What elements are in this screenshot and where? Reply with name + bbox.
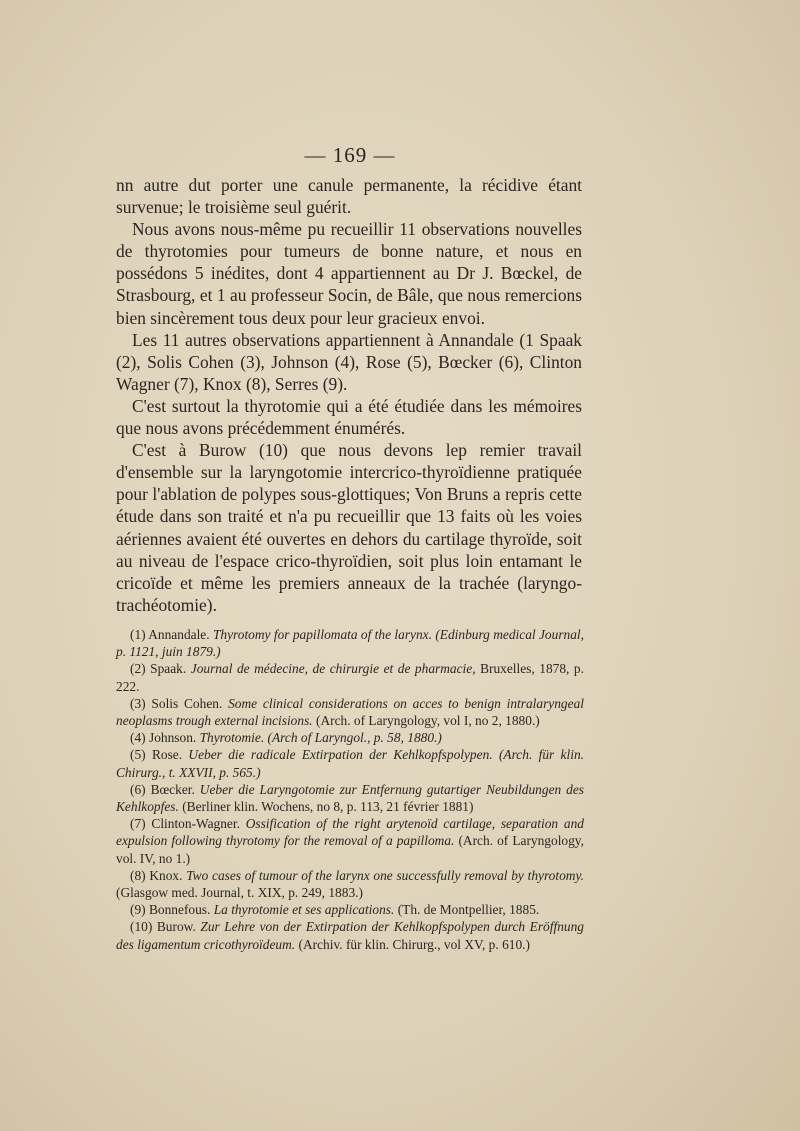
footnote-author: Bœcker. [150,781,195,797]
page-number: — 169 — [304,143,396,167]
footnote [116,918,584,952]
footnotes [116,626,584,953]
footnote-source: (Arch of Laryngol., p. 58, 1880.) [267,730,442,746]
footnote [116,746,584,780]
paragraph-4: C'est surtout la thyrotomie qui a été étudiée dans les mémoires que nous avons précédemment énumérés. [116,395,582,439]
footnote [116,815,584,867]
footnote-source: (Berliner klin. Wochens, no 8, p. 113, 21 février 1881) [182,799,474,815]
footnote-source: (Th. de Montpellier, 1885. [397,902,540,918]
footnote-author: Rose. [151,747,183,763]
footnote-work: Thyrotomie. [199,730,265,746]
footnote-number: (4) [130,730,146,746]
footnote-source: (Arch. of Laryngology, vol. IV, no 1.) [116,833,584,866]
footnote-number: (10) [130,919,153,935]
footnote-source: (Edinburg medical Journal, p. 1121, juin 1879.) [116,627,584,660]
footnote [116,901,584,918]
footnote-author: Burow. [156,919,196,935]
footnote-work: Ueber die Laryngotomie zur Entfernung gutartiger Neubildungen des Kehlkopfes. [116,781,584,815]
footnote-work: Journal de médecine, de chirurgie et de pharmacie, [190,661,476,677]
footnote-number: (5) [130,747,146,763]
footnote-author: Annandale. [148,627,210,642]
footnote-number: (9) [130,902,146,918]
footnote [116,867,584,901]
paragraph-5: C'est à Burow (10) que nous devons lep remier travail d'ensemble sur la laryngotomie intercrico-thyroïdienne pratiquée pour l'ablation de polypes sous-glottiques; Von Bruns a repris cette étude dans son traité et n'a pu recueillir que 13 faits où les voies aériennes avaient été ouvertes en dehors du cartilage thyroïde, soit au niveau de l'espace crico-thyroïdien, soit plus loin entamant le cricoïde et même les premiers anneaux de la trachée (laryngo-trachéotomie). [116,440,582,615]
footnote-source: (Arch. of Laryngology, vol I, no 2, 1880.) [316,713,540,729]
footnote-source: (Arch. für klin. Chirurg., t. XXVII, p. 565.) [116,747,584,780]
footnote-author: Clinton-Wagner. [151,816,240,832]
footnote-number: (2) [130,661,146,677]
footnote-author: Knox. [149,867,183,883]
paragraph-3: Les 11 autres observations appartiennent à Annandale (1 Spaak (2), Solis Cohen (3), Johnson (4), Rose (5), Bœcker (6), Clinton Wagner (7), Knox (8), Serres (9). [116,329,582,394]
footnote-work: Ueber die radicale Extirpation der Kehlkopfspolypen. [188,747,493,763]
footnote-source: (Glasgow med. Journal, t. XIX, p. 249, 1883.) [116,885,363,901]
footnote [116,626,584,660]
footnote [116,695,584,729]
footnote-author: Solis Cohen. [151,695,223,711]
footnote-number: (1) [130,627,146,642]
footnote-work: Ossification of the right arytenoïd cartilage, separation and expulsion following thyrotomy for the removal of a papilloma. [116,816,584,849]
footnote-author: Bonnefous. [148,902,211,918]
footnote-source: Bruxelles, 1878, p. 222. [116,661,584,694]
footnote-number: (6) [130,781,146,797]
footnote-work: Two cases of tumour of the larynx one successfully removal by thyrotomy. [186,867,585,883]
footnote-work: Some clinical considerations on acces to benign intralaryngeal neoplasms trough external incisions. [116,695,584,729]
paragraph-1: nn autre dut porter une canule permanente, la récidive étant survenue; le troisième seul guérit. [116,175,582,218]
footnote-number: (3) [130,695,146,711]
paragraph-2: Nous avons nous-même pu recueillir 11 observations nouvelles de thyrotomies pour tumeurs de bonne nature, et nous en possédons 5 inédites, dont 4 appartiennent au Dr J. Bœckel, de Strasbourg, et 1 au professeur Socin, de Bâle, que nous remercions bien sincèrement tous deux pour leur gracieux envoi. [116,219,582,328]
footnote-work: La thyrotomie et ses applications. [213,902,395,918]
footnote [116,660,584,694]
footnote-source: (Archiv. für klin. Chirurg., vol XV, p. 610.) [298,936,530,952]
footnote-author: Johnson. [148,730,197,746]
footnote-work: Zur Lehre von der Extirpation der Kehlkopfspolypen durch Eröffnung des ligamentum cricothyroïdeum. [116,919,584,952]
footnote-number: (7) [130,816,146,832]
footnote-work: Thyrotomy for papillomata of the larynx. [212,627,432,642]
body-text [116,174,582,616]
footnote [116,781,584,815]
footnote-number: (8) [130,867,146,883]
footnote [116,729,584,746]
footnote-author: Spaak. [150,661,187,677]
